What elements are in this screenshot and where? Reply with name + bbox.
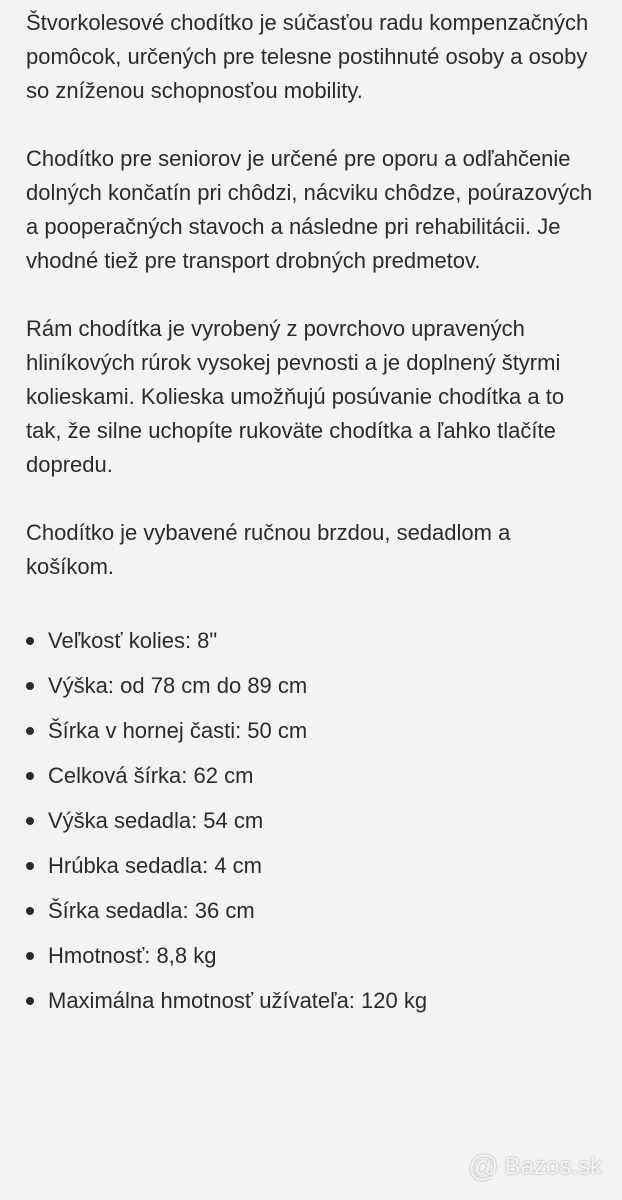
spec-item	[26, 708, 596, 753]
spec-text: Hrúbka sedadla: 4 cm	[48, 853, 262, 878]
bullet-icon	[26, 817, 34, 825]
spec-item	[26, 618, 596, 663]
spec-text: Celková šírka: 62 cm	[48, 763, 254, 788]
bazos-logo-icon: @	[468, 1150, 499, 1183]
spec-item	[26, 798, 596, 843]
bullet-icon	[26, 997, 34, 1005]
description-content	[26, 6, 596, 1023]
description-paragraph-3: Rám chodítka je vyrobený z povrchovo upravených hliníkových rúrok vysokej pevnosti a je doplnený štyrmi kolieskami. Kolieska umožňujú posúvanie chodítka a to tak, že silne uchopíte rukoväte chodítka a ľahko tlačíte dopredu.	[26, 316, 565, 477]
spec-item	[26, 978, 596, 1023]
bazos-watermark	[468, 1152, 602, 1182]
spec-text: Maximálna hmotnosť užívateľa: 120 kg	[48, 988, 428, 1013]
bullet-icon	[26, 637, 34, 645]
spec-text: Šírka sedadla: 36 cm	[48, 898, 255, 923]
spec-text: Výška: od 78 cm do 89 cm	[48, 673, 308, 698]
spec-text: Výška sedadla: 54 cm	[48, 808, 264, 833]
bullet-icon	[26, 727, 34, 735]
spec-item	[26, 753, 596, 798]
bullet-icon	[26, 862, 34, 870]
spec-text: Šírka v hornej časti: 50 cm	[48, 718, 308, 743]
spec-list	[26, 618, 596, 1023]
description-paragraph-2: Chodítko pre seniorov je určené pre oporu a odľahčenie dolných končatín pri chôdzi, nácviku chôdze, poúrazových a pooperačných stavoch a následne pri rehabilitácii. Je vhodné tiež pre transport drobných predmetov.	[26, 146, 593, 273]
spec-text: Hmotnosť: 8,8 kg	[48, 943, 217, 968]
bullet-icon	[26, 907, 34, 915]
spec-item	[26, 663, 596, 708]
watermark-text: Bazos.sk	[504, 1153, 602, 1180]
bullet-icon	[26, 772, 34, 780]
bullet-icon	[26, 952, 34, 960]
spec-text: Veľkosť kolies: 8"	[48, 628, 218, 653]
bullet-icon	[26, 682, 34, 690]
description-paragraph-1: Štvorkolesové chodítko je súčasťou radu kompenzačných pomôcok, určených pre telesne postihnuté osoby a osoby so zníženou schopnosťou mobility.	[26, 10, 589, 103]
spec-item	[26, 888, 596, 933]
spec-item	[26, 843, 596, 888]
spec-item	[26, 933, 596, 978]
description-paragraph-4: Chodítko je vybavené ručnou brzdou, sedadlom a košíkom.	[26, 520, 511, 579]
